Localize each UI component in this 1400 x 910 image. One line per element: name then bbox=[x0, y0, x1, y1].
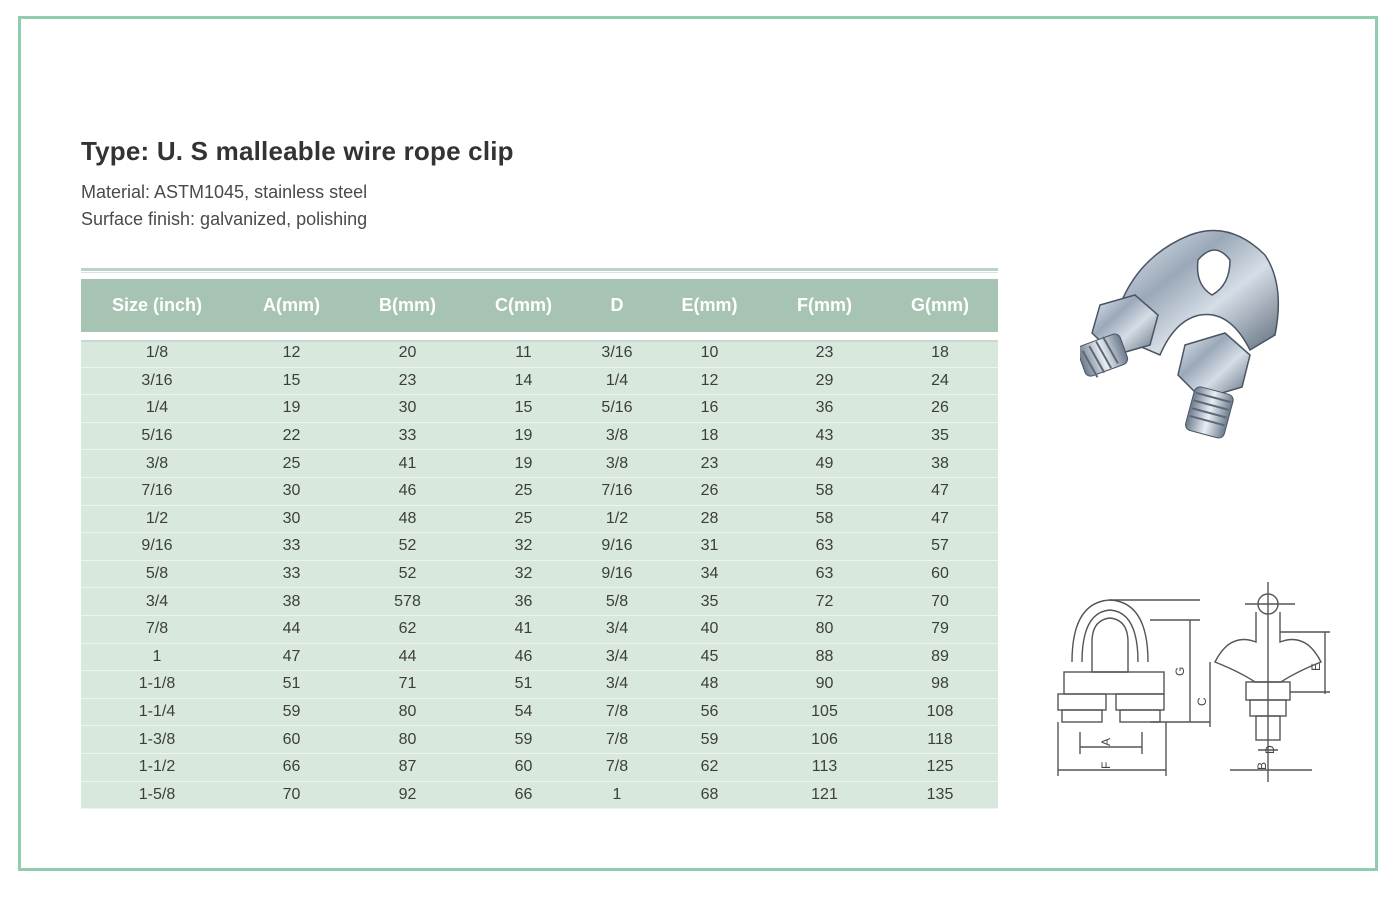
table-cell: 56 bbox=[652, 698, 767, 726]
table-cell: 3/4 bbox=[582, 643, 652, 671]
table-cell: 108 bbox=[882, 698, 998, 726]
table-cell: 57 bbox=[882, 533, 998, 561]
dimension-drawing bbox=[1050, 582, 1345, 782]
dim-label-d: D bbox=[1263, 745, 1277, 754]
table-cell: 3/8 bbox=[582, 450, 652, 478]
table-cell: 62 bbox=[350, 615, 465, 643]
table-cell: 62 bbox=[652, 753, 767, 781]
table-cell: 48 bbox=[652, 671, 767, 699]
table-cell: 30 bbox=[350, 395, 465, 423]
table-cell: 66 bbox=[465, 781, 582, 809]
table-cell: 33 bbox=[233, 533, 350, 561]
table-cell: 30 bbox=[233, 505, 350, 533]
table-cell: 5/16 bbox=[582, 395, 652, 423]
column-header: B(mm) bbox=[350, 279, 465, 336]
dim-label-f: F bbox=[1099, 761, 1113, 769]
table-cell: 1/8 bbox=[81, 336, 233, 367]
table-cell: 15 bbox=[233, 367, 350, 395]
table-cell: 5/16 bbox=[81, 422, 233, 450]
table-cell: 23 bbox=[767, 336, 882, 367]
table-cell: 9/16 bbox=[582, 560, 652, 588]
table-cell: 66 bbox=[233, 753, 350, 781]
table-row bbox=[81, 560, 998, 588]
table-cell: 70 bbox=[233, 781, 350, 809]
table-cell: 48 bbox=[350, 505, 465, 533]
table-cell: 25 bbox=[465, 477, 582, 505]
table-cell: 19 bbox=[465, 450, 582, 478]
table-cell: 80 bbox=[350, 698, 465, 726]
table-cell: 26 bbox=[882, 395, 998, 423]
table-cell: 63 bbox=[767, 533, 882, 561]
table-cell: 3/16 bbox=[582, 336, 652, 367]
table-cell: 3/8 bbox=[81, 450, 233, 478]
table-cell: 35 bbox=[882, 422, 998, 450]
table-cell: 51 bbox=[465, 671, 582, 699]
table-cell: 1-1/8 bbox=[81, 671, 233, 699]
table-row bbox=[81, 588, 998, 616]
table-cell: 47 bbox=[882, 505, 998, 533]
table-cell: 7/8 bbox=[582, 698, 652, 726]
table-cell: 1/2 bbox=[81, 505, 233, 533]
table-cell: 18 bbox=[652, 422, 767, 450]
table-cell: 63 bbox=[767, 560, 882, 588]
table-cell: 68 bbox=[652, 781, 767, 809]
table-cell: 1-3/8 bbox=[81, 726, 233, 754]
table-cell: 9/16 bbox=[81, 533, 233, 561]
table-cell: 38 bbox=[882, 450, 998, 478]
table-cell: 1/4 bbox=[582, 367, 652, 395]
table-cell: 87 bbox=[350, 753, 465, 781]
page-title: Type: U. S malleable wire rope clip bbox=[81, 136, 514, 166]
table-cell: 105 bbox=[767, 698, 882, 726]
table-cell: 19 bbox=[465, 422, 582, 450]
table-cell: 47 bbox=[882, 477, 998, 505]
column-header: Size (inch) bbox=[81, 279, 233, 336]
table-cell: 14 bbox=[465, 367, 582, 395]
table-cell: 92 bbox=[350, 781, 465, 809]
column-header: D bbox=[582, 279, 652, 336]
table-cell: 90 bbox=[767, 671, 882, 699]
table-cell: 7/16 bbox=[582, 477, 652, 505]
table-cell: 113 bbox=[767, 753, 882, 781]
table-cell: 35 bbox=[652, 588, 767, 616]
table-cell: 25 bbox=[465, 505, 582, 533]
table-cell: 30 bbox=[233, 477, 350, 505]
table-row bbox=[81, 367, 998, 395]
table-cell: 36 bbox=[465, 588, 582, 616]
table-cell: 121 bbox=[767, 781, 882, 809]
table-cell: 1 bbox=[582, 781, 652, 809]
table-cell: 5/8 bbox=[582, 588, 652, 616]
table-cell: 7/8 bbox=[582, 726, 652, 754]
dim-label-c: C bbox=[1195, 697, 1209, 706]
table-cell: 19 bbox=[233, 395, 350, 423]
table-cell: 12 bbox=[233, 336, 350, 367]
table-cell: 31 bbox=[652, 533, 767, 561]
dim-label-b: B bbox=[1255, 761, 1269, 770]
table-row bbox=[81, 533, 998, 561]
table-row bbox=[81, 450, 998, 478]
table-cell: 20 bbox=[350, 336, 465, 367]
table-cell: 1/2 bbox=[582, 505, 652, 533]
table-cell: 52 bbox=[350, 560, 465, 588]
table-cell: 7/8 bbox=[582, 753, 652, 781]
table-row bbox=[81, 671, 998, 699]
table-cell: 49 bbox=[767, 450, 882, 478]
table-cell: 41 bbox=[350, 450, 465, 478]
table-row bbox=[81, 781, 998, 809]
column-header: C(mm) bbox=[465, 279, 582, 336]
table-cell: 5/8 bbox=[81, 560, 233, 588]
table-row bbox=[81, 726, 998, 754]
table-cell: 23 bbox=[652, 450, 767, 478]
table-cell: 11 bbox=[465, 336, 582, 367]
table-cell: 40 bbox=[652, 615, 767, 643]
material-text: Material: ASTM1045, stainless steel bbox=[81, 182, 368, 202]
table-cell: 22 bbox=[233, 422, 350, 450]
table-cell: 59 bbox=[233, 698, 350, 726]
table-cell: 3/16 bbox=[81, 367, 233, 395]
table-row bbox=[81, 615, 998, 643]
table-cell: 98 bbox=[882, 671, 998, 699]
table-top-rule-thin bbox=[81, 272, 998, 273]
table-cell: 3/4 bbox=[81, 588, 233, 616]
table-cell: 1-1/4 bbox=[81, 698, 233, 726]
table-cell: 46 bbox=[465, 643, 582, 671]
table-cell: 25 bbox=[233, 450, 350, 478]
table-row bbox=[81, 422, 998, 450]
table-cell: 60 bbox=[882, 560, 998, 588]
table-cell: 9/16 bbox=[582, 533, 652, 561]
table-header-row bbox=[81, 279, 998, 336]
table-cell: 52 bbox=[350, 533, 465, 561]
spec-table bbox=[81, 279, 998, 809]
table-cell: 88 bbox=[767, 643, 882, 671]
table-cell: 47 bbox=[233, 643, 350, 671]
table-cell: 18 bbox=[882, 336, 998, 367]
table-cell: 80 bbox=[767, 615, 882, 643]
table-cell: 46 bbox=[350, 477, 465, 505]
table-cell: 125 bbox=[882, 753, 998, 781]
table-cell: 59 bbox=[652, 726, 767, 754]
wire-rope-clip-photo bbox=[1080, 215, 1300, 450]
table-cell: 43 bbox=[767, 422, 882, 450]
table-cell: 89 bbox=[882, 643, 998, 671]
table-cell: 72 bbox=[767, 588, 882, 616]
table-cell: 7/16 bbox=[81, 477, 233, 505]
table-cell: 1-1/2 bbox=[81, 753, 233, 781]
table-cell: 60 bbox=[465, 753, 582, 781]
table-cell: 44 bbox=[233, 615, 350, 643]
table-cell: 135 bbox=[882, 781, 998, 809]
table-cell: 578 bbox=[350, 588, 465, 616]
table-row bbox=[81, 753, 998, 781]
table-cell: 54 bbox=[465, 698, 582, 726]
column-header: F(mm) bbox=[767, 279, 882, 336]
table-cell: 10 bbox=[652, 336, 767, 367]
table-cell: 26 bbox=[652, 477, 767, 505]
table-cell: 58 bbox=[767, 505, 882, 533]
table-cell: 3/4 bbox=[582, 615, 652, 643]
table-cell: 60 bbox=[233, 726, 350, 754]
table-cell: 70 bbox=[882, 588, 998, 616]
table-cell: 1/4 bbox=[81, 395, 233, 423]
table-cell: 79 bbox=[882, 615, 998, 643]
table-cell: 51 bbox=[233, 671, 350, 699]
table-row bbox=[81, 395, 998, 423]
table-cell: 1-5/8 bbox=[81, 781, 233, 809]
table-cell: 23 bbox=[350, 367, 465, 395]
table-row bbox=[81, 477, 998, 505]
table-cell: 33 bbox=[233, 560, 350, 588]
table-cell: 38 bbox=[233, 588, 350, 616]
table-cell: 106 bbox=[767, 726, 882, 754]
table-row bbox=[81, 698, 998, 726]
table-cell: 32 bbox=[465, 533, 582, 561]
surface-finish-text: Surface finish: galvanized, polishing bbox=[81, 209, 368, 229]
dim-label-e: E bbox=[1309, 662, 1323, 671]
table-cell: 45 bbox=[652, 643, 767, 671]
table-cell: 80 bbox=[350, 726, 465, 754]
table-cell: 15 bbox=[465, 395, 582, 423]
table-cell: 1 bbox=[81, 643, 233, 671]
column-header: G(mm) bbox=[882, 279, 998, 336]
table-cell: 32 bbox=[465, 560, 582, 588]
table-cell: 3/4 bbox=[582, 671, 652, 699]
table-cell: 29 bbox=[767, 367, 882, 395]
table-cell: 59 bbox=[465, 726, 582, 754]
table-cell: 44 bbox=[350, 643, 465, 671]
dim-label-g: G bbox=[1173, 666, 1187, 676]
table-cell: 33 bbox=[350, 422, 465, 450]
table-cell: 3/8 bbox=[582, 422, 652, 450]
column-header: A(mm) bbox=[233, 279, 350, 336]
table-cell: 28 bbox=[652, 505, 767, 533]
table-cell: 16 bbox=[652, 395, 767, 423]
table-cell: 58 bbox=[767, 477, 882, 505]
table-top-rule bbox=[81, 268, 998, 271]
table-cell: 118 bbox=[882, 726, 998, 754]
header-under-rule bbox=[81, 340, 998, 342]
table-cell: 24 bbox=[882, 367, 998, 395]
column-header: E(mm) bbox=[652, 279, 767, 336]
table-cell: 41 bbox=[465, 615, 582, 643]
table-cell: 71 bbox=[350, 671, 465, 699]
table-cell: 34 bbox=[652, 560, 767, 588]
dim-label-a: A bbox=[1099, 737, 1113, 746]
table-row bbox=[81, 643, 998, 671]
table-cell: 7/8 bbox=[81, 615, 233, 643]
table-cell: 36 bbox=[767, 395, 882, 423]
table-cell: 12 bbox=[652, 367, 767, 395]
table-row bbox=[81, 505, 998, 533]
